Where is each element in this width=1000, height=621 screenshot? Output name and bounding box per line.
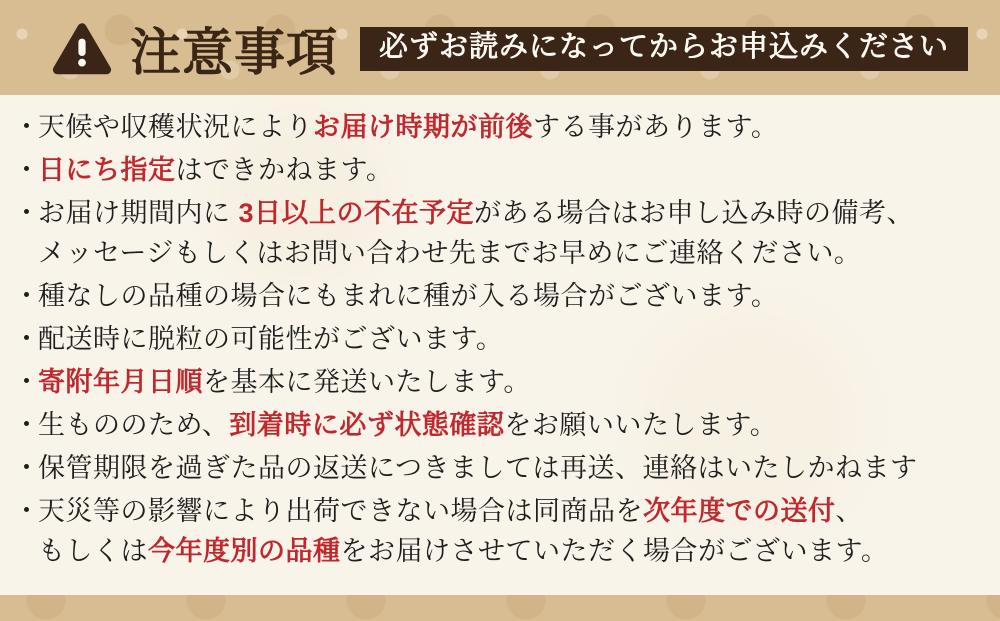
note-text: もしくは xyxy=(38,536,148,566)
note-highlight: 次年度での送付 xyxy=(643,496,836,526)
note-text: を基本に発送いたします。 xyxy=(203,367,531,397)
header xyxy=(0,0,1000,95)
bullet: ・ xyxy=(13,155,40,185)
notice-list xyxy=(13,107,980,571)
notice-item xyxy=(13,150,980,190)
banner: 必ずお読みになってからお申込みください xyxy=(360,27,968,71)
notice-item xyxy=(13,319,980,359)
bullet: ・ xyxy=(13,198,40,228)
note-highlight: お届け時期が前後 xyxy=(313,112,533,142)
notice-item xyxy=(13,448,980,488)
bullet: ・ xyxy=(13,367,40,397)
note-text: をお届けさせていただく場合がございます。 xyxy=(340,536,889,566)
notice-item xyxy=(13,491,980,571)
note-highlight: 到着時に必ず状態確認 xyxy=(229,410,505,440)
notice-item xyxy=(13,107,980,147)
note-highlight: 3日以上の不在予定 xyxy=(238,198,475,228)
note-highlight: 寄附年月日順 xyxy=(38,367,203,397)
bullet: ・ xyxy=(13,324,40,354)
page-title: 注意事項 xyxy=(130,25,339,82)
warning-triangle-icon xyxy=(52,19,112,81)
note-text: 配送時に脱粒の可能性がございます。 xyxy=(38,324,504,354)
bullet: ・ xyxy=(13,281,40,311)
note-text: する事があります。 xyxy=(533,112,779,142)
bullet: ・ xyxy=(13,410,40,440)
bullet: ・ xyxy=(13,496,40,526)
bullet: ・ xyxy=(13,112,40,142)
note-text: 生もののため、 xyxy=(38,410,230,440)
notes-panel xyxy=(0,95,1000,595)
note-text: をお願いいたします。 xyxy=(504,410,778,440)
notice-item xyxy=(13,405,980,445)
note-text: メッセージもしくはお問い合わせ先までお早めにご連絡ください。 xyxy=(38,238,862,268)
note-highlight: 日にち指定 xyxy=(38,155,176,185)
note-text: 天候や収穫状況により xyxy=(38,112,313,142)
note-text: 、 xyxy=(835,496,863,526)
bullet: ・ xyxy=(13,453,40,483)
note-text: 種なしの品種の場合にもまれに種が入る場合がございます。 xyxy=(38,281,779,311)
notice-item xyxy=(13,276,980,316)
note-text: お届け期間内に xyxy=(38,198,239,228)
notice-item xyxy=(13,193,980,273)
note-text: 天災等の影響により出荷できない場合は同商品を xyxy=(38,496,643,526)
note-text: 保管期限を過ぎた品の返送につきましては再送、連絡はいたしかねます xyxy=(38,453,918,483)
note-text: はできかねます。 xyxy=(175,155,394,185)
note-highlight: 今年度別の品種 xyxy=(148,536,341,566)
notice-item xyxy=(13,362,980,402)
note-text: がある場合はお申し込み時の備考、 xyxy=(474,198,915,228)
